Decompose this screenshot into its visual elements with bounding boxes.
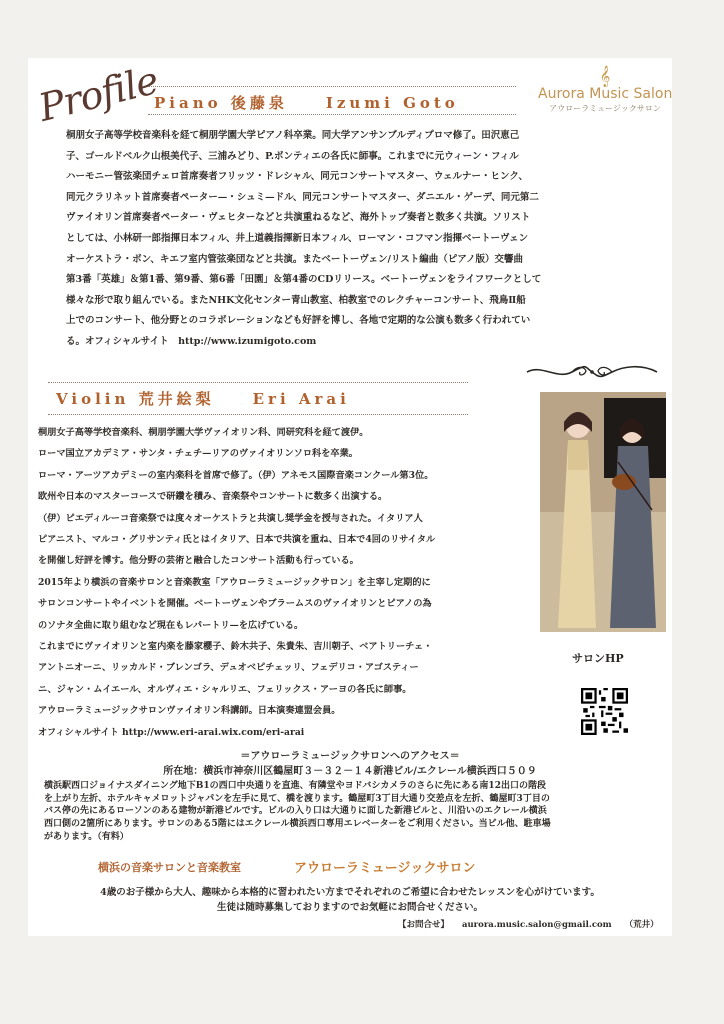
treble-clef-icon: 𝄞 — [599, 66, 611, 87]
access-section — [44, 751, 656, 843]
violin-section-title: Violin 荒井絵梨 Eri Arai — [56, 390, 350, 408]
piano-title-rule-bottom — [148, 114, 516, 115]
bio-line: 桐朋女子高等学校音楽科、桐朋学園大学ヴァイオリン科、同研究科を経て渡伊。 — [38, 427, 369, 438]
aurora-logo — [538, 68, 672, 114]
bio-line: 第3番「英雄」＆第1番、第9番、第6番「田園」＆第4番のCDリリース。ベートーヴェンをライフワークとして — [66, 274, 542, 286]
logo-name: Aurora Music Salon — [538, 86, 673, 102]
bio-line: （伊）ピエディルーコ音楽祭では度々オーケストラと共演し奨学金を授与された。イタリア人 — [38, 512, 423, 524]
access-line: があります。（有料） — [44, 831, 129, 842]
bio-line: 様々な形で取り組んでいる。またNHK文化センター青山教室、柏教室でのレクチャーコンサート、飛鳥Ⅱ船 — [66, 294, 526, 306]
bio-line: オーケストラ・ボン、キエフ室内管弦楽団などと共演。またベートーヴェン/リスト編曲（ピアノ版）交響曲 — [66, 253, 524, 265]
lesson-line: 4歳のお子様から大人、趣味から本格的に習われたい方までそれぞれのご希望に合わせたレッスンを心がけています。 — [100, 887, 600, 898]
access-line: バス停の先にあるローソンのある建物が新港ビルです。ビルの入り口は大通りに面した新港ビルと、川沿いのエクレール横浜 — [44, 806, 547, 817]
flyer-page — [28, 58, 672, 936]
flourish-ornament-icon — [522, 362, 662, 382]
access-line: 西口側の2箇所にあります。サロンのある5階にはエクレール横浜西口専用エレベーターをご利用ください。当ビル他、駐車場 — [44, 818, 551, 829]
access-heading: ＝アウローラミュージックサロンへのアクセス＝ — [240, 751, 460, 762]
bio-line: オフィシャルサイト http://www.eri-arai.wix.com/eri-arai — [38, 726, 305, 738]
piano-title-rule-top — [148, 86, 516, 87]
lesson-salon-name: アウローラミュージックサロン — [294, 861, 476, 876]
piano-section-title: Piano 後藤泉 Izumi Goto — [154, 94, 459, 112]
bio-line: 子、ゴールドベルク山根美代子、三浦みどり、P.ボンティエの各氏に師事。これまでに元ウィーン・フィル — [66, 150, 519, 162]
bio-line: これまでにヴァイオリンと室内楽を藤家櫻子、鈴木共子、朱貴朱、吉川朝子、ベアトリーチェ・ — [38, 641, 433, 653]
access-address: 所在地：横浜市神奈川区鶴屋町３－３２－１４新港ビル/エクレール横浜西口５０９ — [163, 765, 537, 777]
bio-line: る。オフィシャルサイト http://www.izumigoto.com — [66, 335, 317, 347]
access-line: を上がり左折、ホテルキャメロットジャパンを左手に見て、橋を渡ります。鶴屋町3丁目大通り交差点を左折、鶴屋町3丁目の — [44, 793, 550, 804]
profile-script-title: Profile — [34, 58, 163, 130]
bio-line: 上でのコンサート、他分野とのコラボレーションなども好評を博し、各地で定期的な公演も数多く行われてい — [66, 315, 531, 327]
contact-email[interactable]: aurora.music.salon@gmail.com — [461, 920, 612, 930]
bio-line: を開催し好評を博す。他分野の芸術と融合したコンサート活動も行っている。 — [38, 555, 359, 567]
violin-title-rule-top — [48, 382, 468, 383]
access-line: 横浜駅西口ジョイナスダイニング地下B1の西口中央通りを直進、有隣堂やヨドバシカメラのさらに先にある南12出口の階段 — [44, 781, 546, 792]
bio-line: 桐朋女子高等学校音楽科を経て桐朋学園大学ピアノ科卒業。同大学アンサンブルディプロマ修了。田沢恵己 — [66, 130, 520, 141]
qr-code-icon[interactable] — [581, 688, 628, 735]
bio-line: としては、小林研一郎指揮日本フィル、井上道義指揮新日本フィル、ローマン・コフマン指揮ベートーヴェン — [66, 232, 529, 244]
bio-line: ローマ国立アカデミア・サンタ・チェチ—リアのヴァイオリンソロ科を卒業。 — [38, 448, 358, 460]
violin-title-rule-bottom — [48, 414, 468, 415]
bio-line: ヴァイオリン首席奏者ペーター・ヴェヒターなどと共演重ねるなど、海外トップ奏者と数多く共演。ソリスト — [66, 212, 531, 224]
bio-line: ハーモニー管弦楽団チェロ首席奏者フリッツ・ドレシャル、同元コンサートマスター、ウェルナー・ヒンク、 — [66, 171, 528, 183]
logo-kana: アウローラミュージックサロン — [549, 104, 661, 113]
bio-line: ピアニスト、マルコ・グリサンティ氏とはイタリア、日本で共演を重ね、日本で4回のリサイタル — [38, 534, 436, 546]
bio-line: のソナタ全曲に取り組むなど現在もレパートリ—を広げている。 — [38, 619, 304, 631]
violin-biography — [38, 422, 435, 743]
lesson-label: 横浜の音楽サロンと音楽教室 — [98, 861, 241, 874]
contact-label: 【お問合せ】 — [398, 920, 450, 930]
bio-line: ニ、ジャン・ムイエール、オルヴィエ・シャルリエ、フェリックス・アーヨの各氏に師事。 — [38, 683, 412, 695]
bio-line: アウローラミュージックサロンヴァイオリン科講師。日本演奏連盟会員。 — [38, 705, 341, 717]
bio-line: 2015年より横浜の音楽サロンと音楽教室「アウローラミュージックサロン」を主宰し定期的に — [38, 576, 431, 588]
bio-line: 欧州や日本のマスターコースで研鑽を積み、音楽祭やコンサートに数多く出演する。 — [38, 491, 388, 503]
bio-line: ローマ・アーツアカデミーの室内楽科を首席で修了。（伊）アネモス国際音楽コンクール第3位。 — [38, 469, 434, 481]
contact-line — [398, 918, 669, 930]
bio-line: サロンコンサートやイベントを開催。ベートーヴェンやブラームスのヴァイオリンとピアノの為 — [38, 598, 432, 610]
contact-person: （荒井） — [624, 920, 659, 930]
piano-biography — [66, 126, 541, 353]
lesson-line: 生徒は随時募集しておりますのでお気軽にお問合せください。 — [216, 902, 483, 913]
performers-photo — [540, 392, 666, 632]
bio-line: 同元クラリネット首席奏者ペーター—・シュミ—ドル、同元コンサートマスター、ダニエル・ゲーデ、同元第二 — [66, 191, 539, 203]
bio-line: アントニオーニ、リッカルド・ブレンゴラ、デュオベピチェッリ、フェデリコ・アゴスティー — [38, 662, 419, 674]
salon-hp-label: サロンHP — [572, 652, 624, 665]
lesson-text — [28, 885, 672, 915]
